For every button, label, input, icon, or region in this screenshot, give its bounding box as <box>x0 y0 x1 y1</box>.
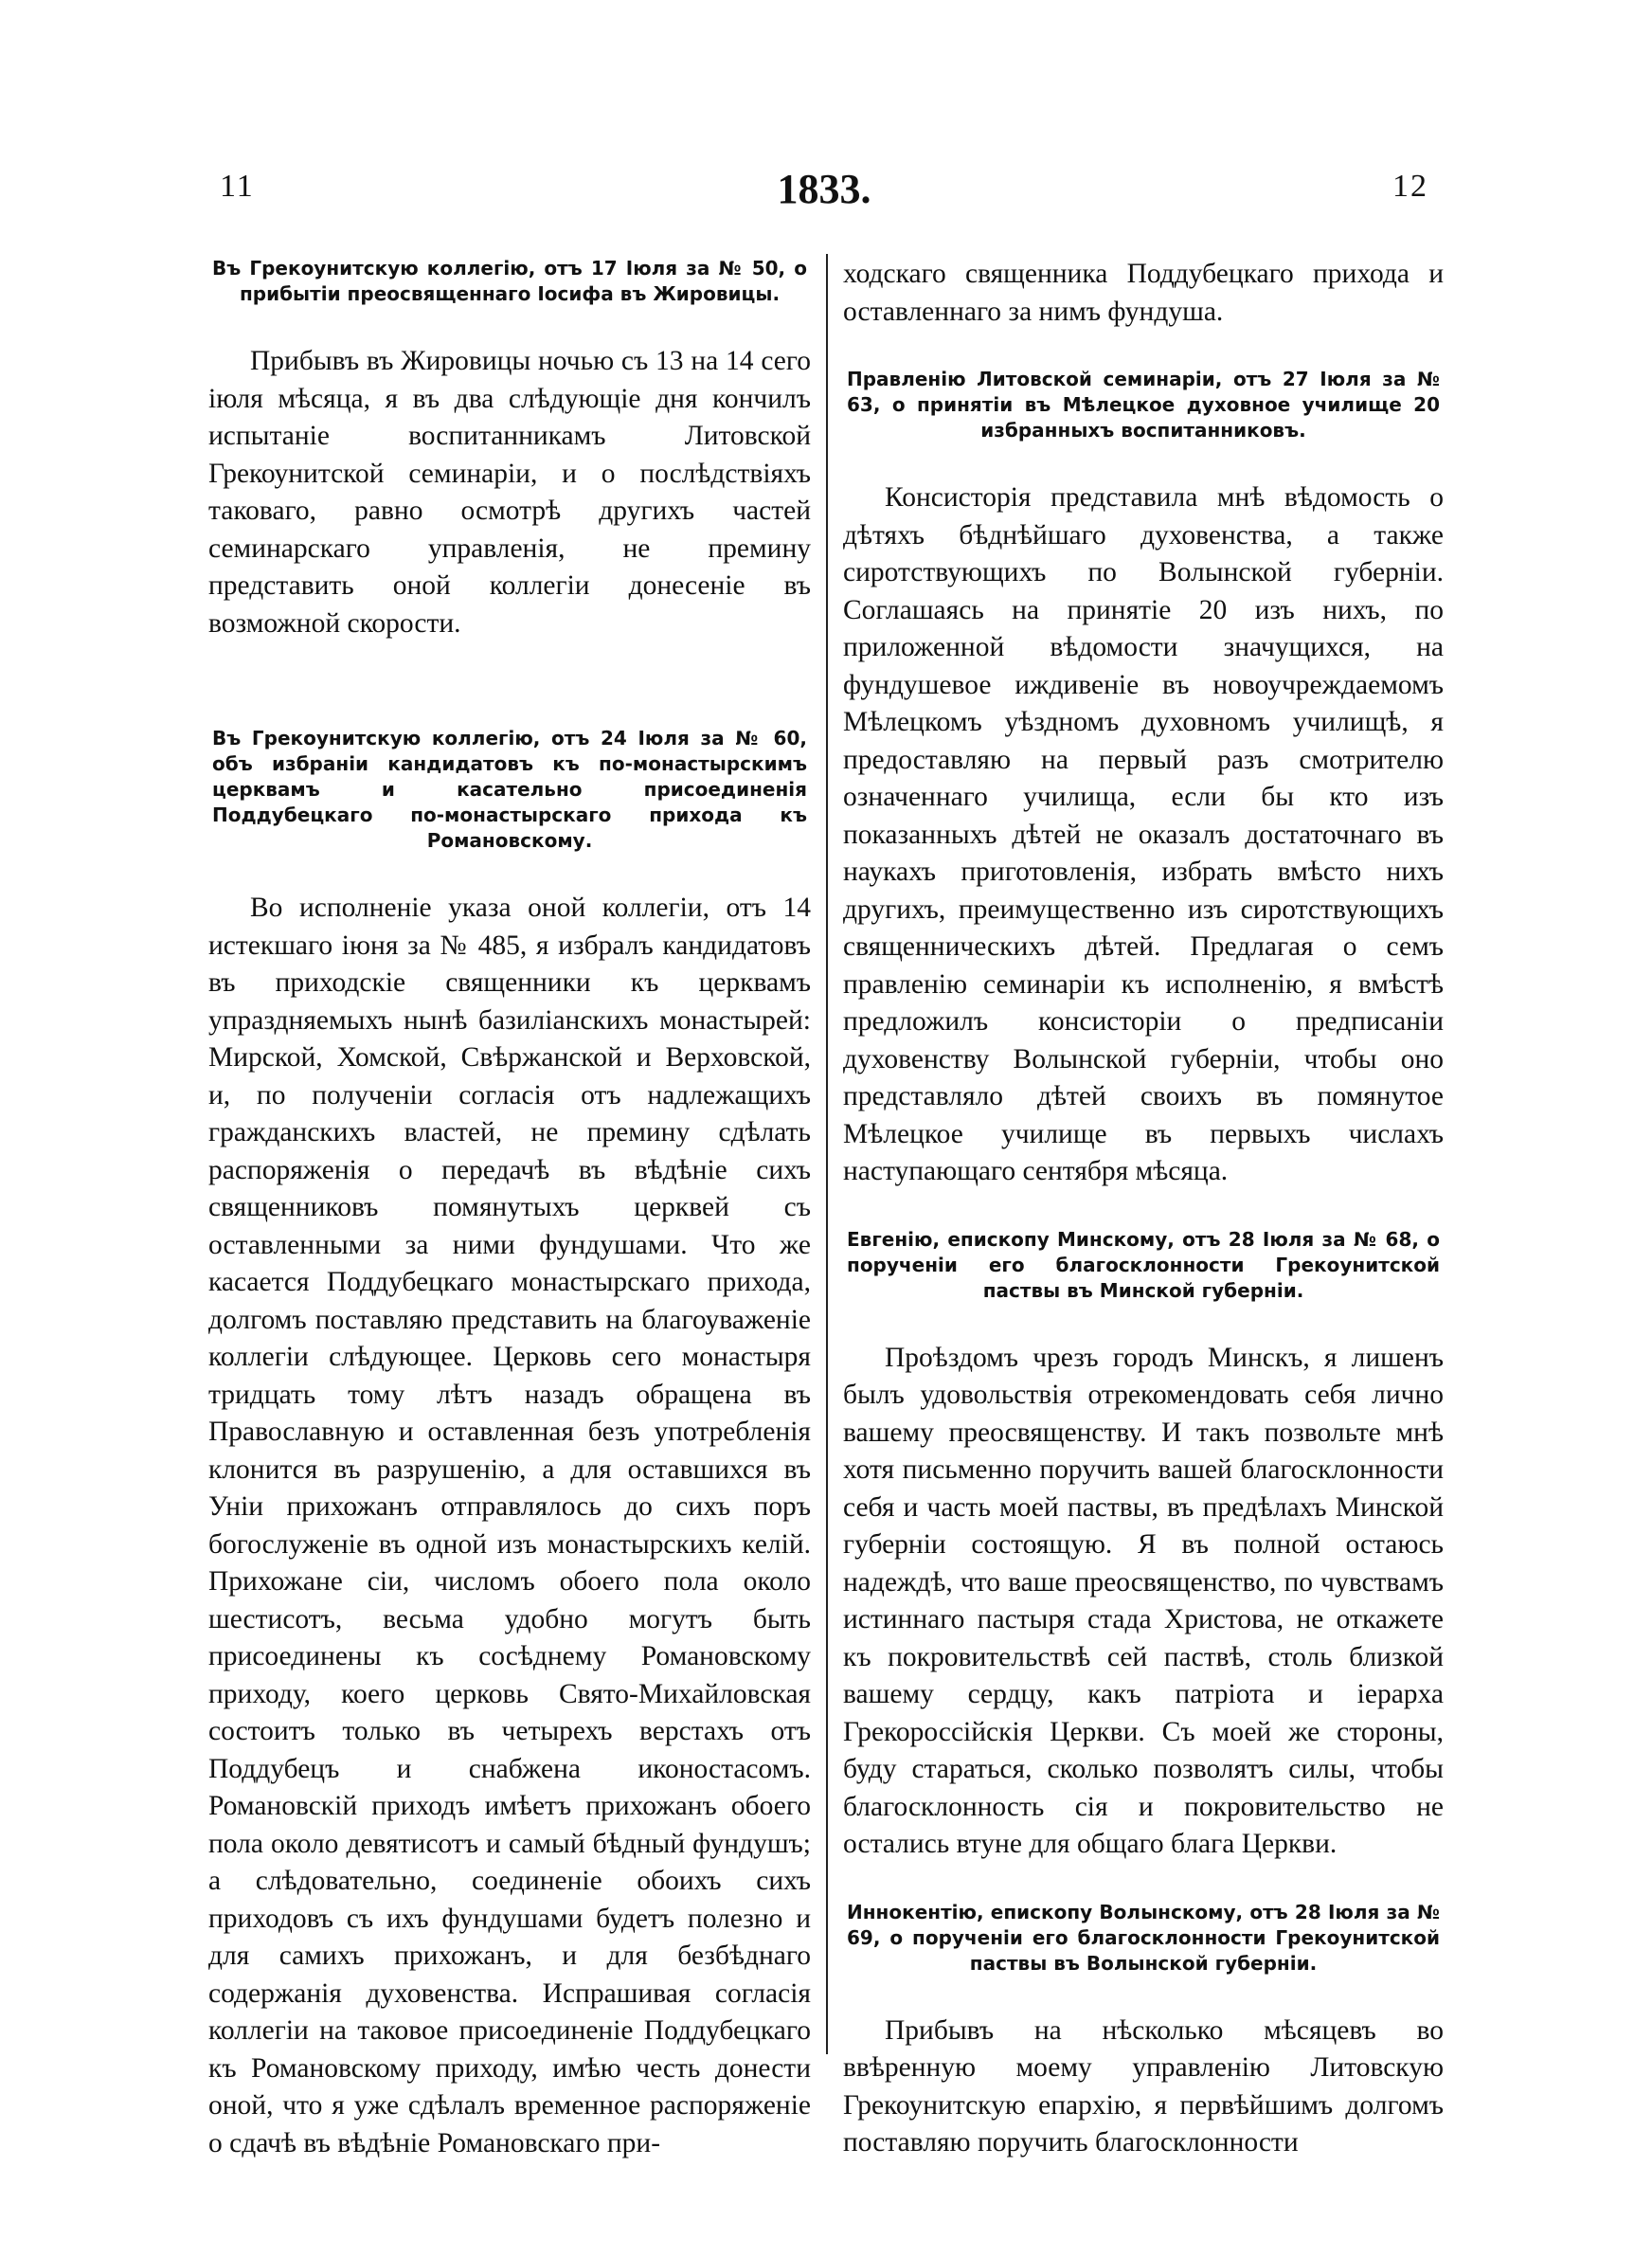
document-text-69: Прибывъ на нѣсколько мѣсяцевъ во ввѣренную моему управленію Литовскую Грекоунитскую епархію, я первѣйшимъ долгомъ поставляю поручить благосклонности <box>843 2014 1444 2158</box>
document-heading-50: Въ Грекоунитскую коллегію, отъ 17 Іюля за № 50, о прибытіи преосвященнаго Іосифа въ Жировицы. <box>212 257 807 305</box>
document-heading-60: Въ Грекоунитскую коллегію, отъ 24 Іюля за № 60, объ избраніи кандидатовъ къ по-монастырскимъ церквамъ и касательно присоединенія Поддубецкаго по-монастырскаго прихода къ Романовскому. <box>212 727 807 852</box>
document-heading-68: Евгенію, епископу Минскому, отъ 28 Іюля за № 68, о порученіи его благосклонности Грекоунитской паствы въ Минской губерніи. <box>847 1227 1440 1302</box>
document-heading-63: Правленію Литовской семинаріи, отъ 27 Іюля за № 63, о принятіи въ Мѣлецкое духовное училище 20 избранныхъ воспитанниковъ. <box>847 368 1440 442</box>
page-number-right: 12 <box>1392 169 1428 204</box>
right-column <box>843 256 1444 2158</box>
page-year: 1833. <box>777 166 871 212</box>
document-text-60: Во исполненіе указа оной коллегіи, отъ 14 истекшаго іюня за № 485, я избралъ кандидатовъ въ приходскіе священники къ церквамъ упраздняемыхъ нынѣ базиліанскихъ монастырей: Мирской, Хомской, Свѣржанской и Верховской, и, по полученіи согласія отъ надлежащихъ гражданскихъ властей, не премину сдѣлать распоряженія о передачѣ въ вѣдѣніе сихъ священниковъ помянутыхъ церквей съ оставленными за ними фундушами. Что же касается Поддубецкаго монастырскаго прихода, долгомъ поставляю представить на благоуваженіе коллегіи слѣдующее. Церковь сего монастыря тридцать тому лѣтъ назадъ обращена въ Православную и оставленная безъ употребленія клонится въ разрушенію, а для оставшихся въ Уніи прихожанъ отправлялось до сихъ поръ богослуженіе въ одной изъ монастырскихъ келій. Прихожане сіи, числомъ обоего пола около шестисотъ, весьма удобно могутъ быть присоединены къ сосѣднему Романовскому приходу, коего церковь Свято-Михайловская состоитъ только въ четырехъ верстахъ отъ Поддубецъ и снабжена иконостасомъ. Романовскій приходъ имѣетъ прихожанъ обоего пола около девятисотъ и самый бѣдный фундушъ; а слѣдовательно, соединеніе обоихъ сихъ приходовъ съ ихъ фундушами будетъ полезно и для самихъ прихожанъ, и для безбѣднаго содержанія духовенства. Испрашивая согласія коллегіи на таковое присоединеніе Поддубецкаго къ Романовскому приходу, имѣю честь донести оной, что я уже сдѣлалъ временное распоряженіе о сдачѣ въ вѣдѣніе Романовскаго при- <box>208 893 811 2158</box>
page-header <box>220 166 1428 226</box>
column-divider <box>826 254 828 2054</box>
continuation-text: ходскаго священника Поддубецкаго прихода и оставленнаго за нимъ фундуша. <box>843 259 1444 327</box>
document-text-63: Консисторія представила мнѣ вѣдомость о дѣтяхъ бѣднѣйшаго духовенства, а также сиротствующихъ по Волынской губерніи. Соглашаясь на принятіе 20 изъ нихъ, по приложенной вѣдомости значущихся, на фундушевое иждивеніе въ новоучреждаемомъ Мѣлецкомъ уѣздномъ духовномъ училищѣ, я предоставляю на первый разъ смотрителю означеннаго училища, если бы кто изъ показанныхъ дѣтей не оказалъ достаточнаго въ наукахъ приготовленія, избрать вмѣсто нихъ другихъ, преимущественно изъ сиротствующихъ священническихъ дѣтей. Предлагая о семъ правленію семинаріи къ исполненію, я вмѣстѣ предложилъ консисторіи о предписаніи духовенству Волынской губерніи, чтобы оно представляло дѣтей своихъ въ помянутое Мѣлецкое училище въ первыхъ числахъ наступающаго сентября мѣсяца. <box>843 482 1444 1186</box>
document-heading-69: Иннокентію, епископу Волынскому, отъ 28 Іюля за № 69, о порученіи его благосклонности Грекоунитской паствы въ Волынской губерніи. <box>847 1900 1440 1975</box>
left-column <box>208 256 811 2158</box>
document-text-68: Проѣздомъ чрезъ городъ Минскъ, я лишенъ былъ удовольствія отрекомендовать себя лично вашему преосвященству. И такъ позвольте мнѣ хотя письменно поручить вашей благосклонности себя и часть моей паствы, въ предѣлахъ Минской губерніи состоящую. Я въ полной остаюсь надеждѣ, что ваше преосвященство, по чувствамъ истиннаго пастыря стада Христова, не откажете къ покровительствѣ сей паствѣ, столь близкой вашему сердцу, какъ патріота и іерарха Грекороссійскія Церкви. Съ моей же стороны, буду стараться, сколько позволятъ силы, чтобы благосклонность сія и покровительство не остались втуне для общаго блага Церкви. <box>843 1342 1444 1859</box>
document-text-50: Прибывъ въ Жировицы ночью съ 13 на 14 сего іюля мѣсяца, я въ два слѣдующіе дня кончилъ испытаніе воспитанникамъ Литовской Грекоунитской семинаріи, и о послѣдствіяхъ таковаго, равно осмотрѣ другихъ частей семинарскаго управленія, не премину представить оной коллегіи донесеніе въ возможной скорости. <box>208 346 811 639</box>
page-number-left: 11 <box>220 169 255 204</box>
